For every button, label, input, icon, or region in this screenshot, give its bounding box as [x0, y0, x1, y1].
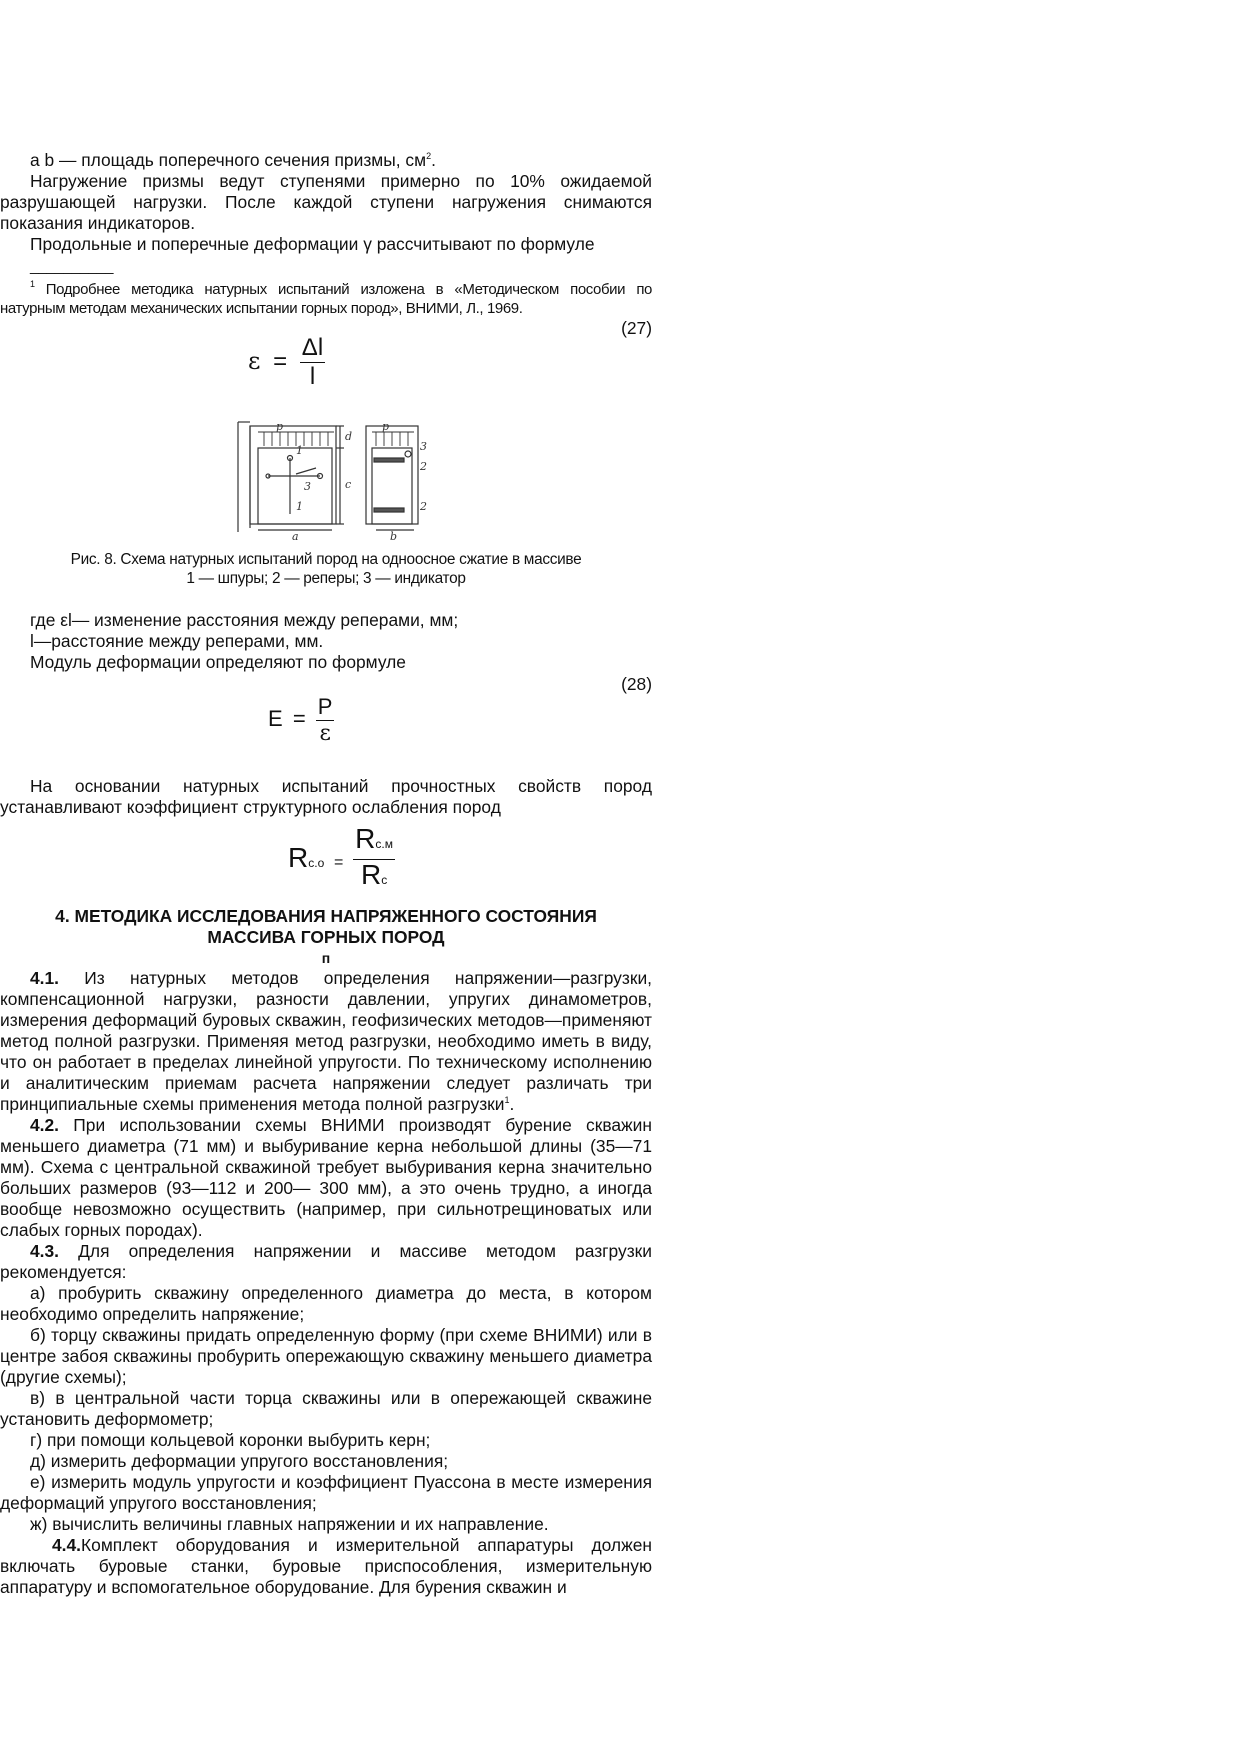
fig-label-2-bottom: 2 — [420, 500, 427, 513]
fig-label-b: b — [390, 530, 398, 540]
list-item-f: е) измерить модуль упругости и коэффициент Пуассона в месте измерения деформаций упругого восстановления; — [0, 1472, 652, 1513]
fig-label-a: a — [292, 530, 299, 540]
paragraph-weakening: На основании натурных испытаний прочностных свойств пород устанавливают коэффициент структурного ослабления пород — [0, 776, 652, 817]
fig-label-p-left: p — [276, 420, 284, 433]
fig-label-2-top: 2 — [420, 460, 427, 473]
list-item-b: б) торцу скважины придать определенную форму (при схеме ВНИМИ) или в центре забоя скважины пробурить опережающую скважину меньшего диаметра (другие схемы); — [0, 1325, 652, 1387]
reper-top — [374, 458, 404, 462]
equation-number: (28) — [621, 674, 652, 694]
section-heading — [0, 906, 652, 968]
fig-label-1-top: 1 — [296, 444, 303, 457]
left-prism — [258, 448, 332, 524]
list-item-g: ж) вычислить величины главных напряжении и их направление. — [30, 1514, 549, 1534]
paragraph-deformation: Продольные и поперечные деформации γ рассчитывают по формуле — [30, 234, 595, 254]
fig-label-1-bottom: 1 — [296, 500, 303, 513]
fig-label-3-right: 3 — [420, 440, 427, 453]
equation-number: (27) — [621, 318, 652, 338]
caption-line-1: Рис. 8. Схема натурных испытаний пород на одноосное сжатие в массиве — [70, 551, 582, 568]
where-l: l—расстояние между реперами, мм. — [30, 631, 324, 651]
formula-weakening: Rс.о = $\frac{Rс.м}{Rс}$ — [288, 823, 393, 890]
fig-label-c: c — [345, 478, 352, 491]
list-item-c: в) в центральной части торца скважины или в опережающей скважине установить деформометр; — [0, 1388, 652, 1429]
caption-line-2: 1 — шпуры; 2 — реперы; 3 — индикатор — [186, 570, 466, 587]
text-block-where — [0, 610, 652, 673]
heading-line-3: п — [321, 950, 331, 966]
fig-label-3: 3 — [304, 480, 311, 493]
section-4-3: 4.3. Для определения напряжении и массиве методом разгрузки рекомендуется: — [0, 1241, 652, 1282]
formula-modulus: E = $\frac{P}{\varepsilon}$ — [268, 694, 333, 746]
where-modulus: Модуль деформации определяют по формуле — [30, 652, 406, 672]
heading-line-1: 4. МЕТОДИКА ИССЛЕДОВАНИЯ НАПРЯЖЕННОГО СОСТОЯНИЯ — [55, 906, 597, 926]
section-4-2: 4.2. При использовании схемы ВНИМИ производят бурение скважин меньшего диаметра (71 мм) и выбуривание керна небольшой длины (35—71 мм). Схема с центральной скважиной требует выбуривания керна значительно больших размеров (93—112 и 200— 300 мм), а это очень трудно, а иногда вообще невозможно осуществить (например, при сильнотрещиноватых или слабых горных породах). — [0, 1115, 652, 1240]
list-item-e: д) измерить деформации упругого восстановления; — [30, 1451, 449, 1471]
figure-caption — [0, 550, 652, 588]
fig-label-p-right: p — [382, 420, 390, 433]
list-item-a: а) пробурить скважину определенного диаметра до места, в котором необходимо определить напряжение; — [0, 1283, 652, 1324]
reper-bottom — [374, 508, 404, 512]
equation-27 — [0, 318, 652, 398]
paragraph-area-definition: a b — площадь поперечного сечения призмы, $см^2$. — [30, 150, 436, 170]
formula-strain: ε = $\frac{\Delta l}{l}$ — [248, 334, 324, 390]
footnote-rule: __________ — [30, 258, 114, 275]
heading-line-2: МАССИВА ГОРНЫХ ПОРОД — [207, 927, 445, 947]
paragraph-loading: Нагружение призмы ведут ступенями примерно по 10% ожидаемой разрушающей нагрузки. После каждой ступени нагружения снимаются показания индикаторов. — [0, 171, 652, 233]
text-block-top — [0, 150, 652, 255]
left-specimen — [250, 426, 336, 524]
test-scheme-drawing — [236, 418, 448, 540]
footnote-text: $^1$ Подробнее методика натурных испытаний изложена в «Методическом пособии по натурным методам механических испытании горных пород», ВНИМИ, Л., 1969. — [0, 279, 652, 317]
section-4-1: 4.1. Из натурных методов определения напряжении—разгрузки, компенсационной нагрузки, разности давлении, упругих динамометров, измерения деформаций буровых скважин, геофизических методов—применяют метод полной разгрузки. Применяя метод разгрузки, необходимо иметь в виду, что он работает в пределах линейной упругости. По техническому исполнению и аналитическим приемам расчета напряжении следует различать три принципиальные схемы применения метода полной разгрузки$^1$. — [0, 968, 652, 1114]
section-4-4: 4.4.Комплект оборудования и измерительной аппаратуры должен включать буровые станки, буровые приспособления, измерительную аппаратуру и вспомогательное оборудование. Для бурения скважин и — [0, 1535, 652, 1597]
equation-28 — [0, 674, 652, 764]
fig-label-d: d — [345, 430, 353, 443]
figure-test-scheme — [236, 418, 448, 540]
text-block-sections — [0, 968, 652, 1598]
footnote — [0, 260, 652, 318]
where-delta-l: где εl— изменение расстояния между реперами, мм; — [30, 610, 459, 630]
text-block-strength — [0, 776, 652, 818]
equation-weakening — [0, 822, 652, 892]
list-item-d: г) при помощи кольцевой коронки выбурить керн; — [30, 1430, 431, 1450]
